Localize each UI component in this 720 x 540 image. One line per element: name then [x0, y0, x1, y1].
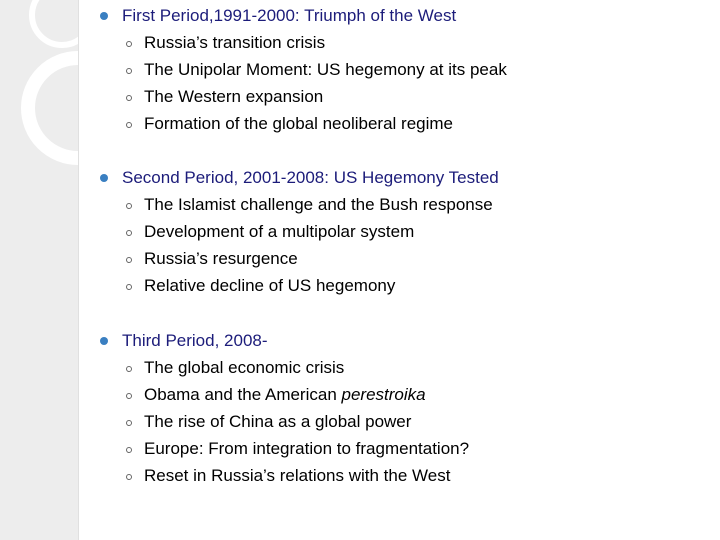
list-item	[98, 354, 708, 381]
section-first-period	[98, 2, 708, 137]
section-heading	[98, 2, 708, 29]
list-item-text: Relative decline of US hegemony	[144, 276, 396, 295]
ring-bullet-icon	[126, 95, 132, 101]
ring-bullet-icon	[126, 257, 132, 263]
section-second-period	[98, 164, 708, 299]
list-item-text: Development of a multipolar system	[144, 222, 415, 241]
bullet-icon	[100, 12, 108, 20]
heading-text: First Period,1991-2000: Triumph of the West	[122, 6, 457, 25]
list-item-text: Russia’s transition crisis	[144, 33, 326, 52]
list-item-text: The Western expansion	[144, 87, 324, 106]
section-third-period	[98, 327, 708, 489]
list-item	[98, 83, 708, 110]
ring-bullet-icon	[126, 366, 132, 372]
list-item-italic-text: perestroika	[341, 385, 426, 404]
list-item-text: The Islamist challenge and the Bush response	[144, 195, 493, 214]
list-item-text: Obama and the American	[144, 385, 342, 404]
bullet-icon	[100, 337, 108, 345]
ring-bullet-icon	[126, 203, 132, 209]
ring-bullet-icon	[126, 68, 132, 74]
list-item	[98, 408, 708, 435]
list-item-text: The Unipolar Moment: US hegemony at its peak	[144, 60, 507, 79]
list-item-text: The rise of China as a global power	[144, 412, 412, 431]
decorative-ring-small	[32, 0, 78, 45]
list-item	[98, 435, 708, 462]
bullet-icon	[100, 174, 108, 182]
list-item	[98, 272, 708, 299]
list-item-text: Formation of the global neoliberal regime	[144, 114, 454, 133]
list-item	[98, 110, 708, 137]
list-item-text: Europe: From integration to fragmentation?	[144, 439, 470, 458]
decorative-ring-large	[28, 58, 78, 158]
list-item	[98, 381, 708, 408]
ring-bullet-icon	[126, 420, 132, 426]
ring-bullet-icon	[126, 122, 132, 128]
list-item-text: The global economic crisis	[144, 358, 345, 377]
list-item	[98, 462, 708, 489]
list-item	[98, 218, 708, 245]
heading-text: Second Period, 2001-2008: US Hegemony Tested	[122, 168, 499, 187]
ring-bullet-icon	[126, 447, 132, 453]
list-item	[98, 56, 708, 83]
heading-text: Third Period, 2008-	[122, 331, 268, 350]
ring-bullet-icon	[126, 393, 132, 399]
decorative-circles	[0, 0, 78, 540]
decorative-sidebar	[0, 0, 79, 540]
list-item	[98, 29, 708, 56]
section-heading	[98, 164, 708, 191]
ring-bullet-icon	[126, 284, 132, 290]
list-item	[98, 191, 708, 218]
ring-bullet-icon	[126, 230, 132, 236]
ring-bullet-icon	[126, 41, 132, 47]
list-item	[98, 245, 708, 272]
list-item-text: Reset in Russia’s relations with the West	[144, 466, 451, 485]
section-heading	[98, 327, 708, 354]
list-item-text: Russia’s resurgence	[144, 249, 298, 268]
ring-bullet-icon	[126, 474, 132, 480]
